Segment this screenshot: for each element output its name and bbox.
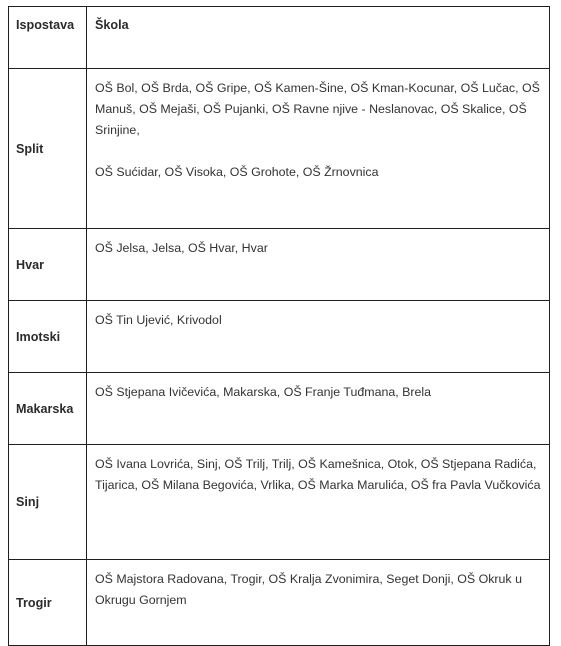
ispostava-cell: Makarska <box>9 373 87 445</box>
skola-cell <box>87 373 550 445</box>
ispostava-cell: Split <box>9 69 87 229</box>
table-row <box>9 560 550 646</box>
skola-cell <box>87 229 550 301</box>
ispostava-cell: Sinj <box>9 445 87 560</box>
skola-text: OŠ Tin Ujević, Krivodol <box>95 313 222 327</box>
ispostava-cell: Trogir <box>9 560 87 646</box>
skola-cell <box>87 560 550 646</box>
header-ispostava: Ispostava <box>9 7 87 69</box>
header-skola: Škola <box>87 7 550 69</box>
skola-text: OŠ Ivana Lovrića, Sinj, OŠ Trilj, Trilj, OŠ Kamešnica, Otok, OŠ Stjepana Radića, Tijarica, OŠ Milana Begovića, Vrlika, OŠ Marka Marulića, OŠ fra Pavla Vučkovića <box>95 457 541 492</box>
ispostava-cell: Hvar <box>9 229 87 301</box>
skola-text: OŠ Jelsa, Jelsa, OŠ Hvar, Hvar <box>95 241 268 255</box>
skola-text: OŠ Stjepana Ivičevića, Makarska, OŠ Franje Tuđmana, Brela <box>95 385 432 399</box>
table-row <box>9 229 550 301</box>
skola-text: OŠ Bol, OŠ Brda, OŠ Gripe, OŠ Kamen-Šine, OŠ Kman-Kocunar, OŠ Lučac, OŠ Manuš, OŠ Mejaši, OŠ Pujanki, OŠ Ravne njive - Neslanovac, OŠ Skalice, OŠ Srinjine, <box>95 81 540 137</box>
table-row <box>9 301 550 373</box>
ispostava-cell: Imotski <box>9 301 87 373</box>
skola-cell <box>87 301 550 373</box>
schools-table <box>8 6 550 646</box>
skola-text: OŠ Majstora Radovana, Trogir, OŠ Kralja Zvonimira, Seget Donji, OŠ Okruk u Okrugu Gornjem <box>95 572 522 607</box>
skola-cell <box>87 69 550 229</box>
table-row <box>9 69 550 229</box>
table-row <box>9 445 550 560</box>
skola-text: OŠ Sućidar, OŠ Visoka, OŠ Grohote, OŠ Žrnovnica <box>95 165 379 179</box>
table-header-row <box>9 7 550 69</box>
table-row <box>9 373 550 445</box>
skola-cell <box>87 445 550 560</box>
